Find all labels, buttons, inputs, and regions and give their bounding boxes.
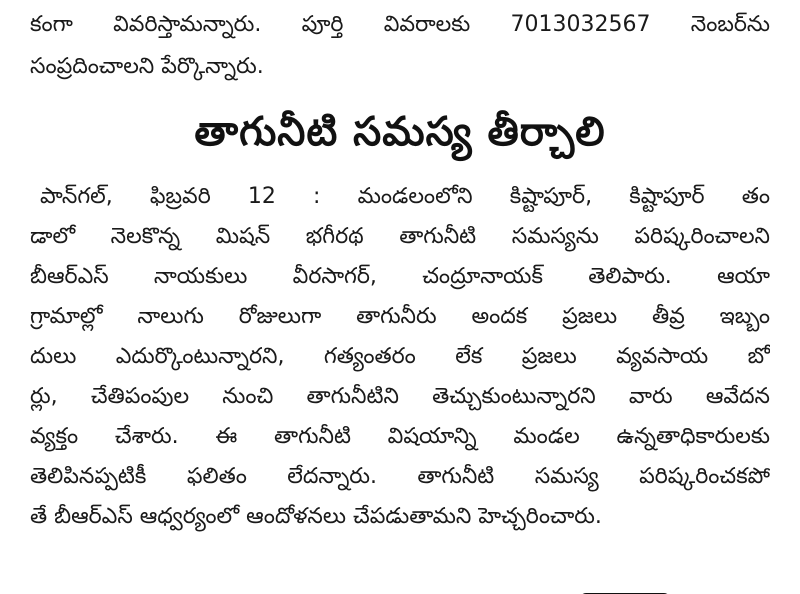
next-headline-fragment: [110, 578, 710, 594]
body-line-6: ర్లు, చేతిపంపుల నుంచి తాగునీటిని తెచ్చుకుంటున్నారని వారు ఆవేదన: [30, 384, 770, 409]
body-line-9: తే బీఆర్ఎస్ ఆధ్వర్యంలో ఆందోళనలు చేపడుతామని హెచ్చరించారు.: [30, 504, 602, 529]
cropped-headline-glyphs: [110, 589, 710, 594]
body-line-4: గ్రామాల్లో నాలుగు రోజులుగా తాగునీరు అందక ప్రజలు తీవ్ర ఇబ్బం: [30, 304, 770, 329]
body-line-7: వ్యక్తం చేశారు. ఈ తాగునీటి విషయాన్ని మండల ఉన్నతాధికారులకు: [30, 424, 770, 449]
article-headline: తాగునీటి సమస్య తీర్చాలి: [194, 109, 606, 155]
body-line-1: పాన్‌గల్, ఫిబ్రవరి 12 : మండలంలోని కిష్టాపూర్, కిష్టాపూర్ తం: [40, 184, 770, 209]
intro-line-1: కంగా వివరిస్తామన్నారు. పూర్తి వివరాలకు 7013032567 నెంబర్‌ను: [30, 12, 770, 37]
body-line-2: డాలో నెలకొన్న మిషన్ భగీరథ తాగునీటి సమస్యను పరిష్కరించాలని: [30, 224, 770, 249]
body-line-5: దులు ఎదుర్కొంటున్నారని, గత్యంతరం లేక ప్రజలు వ్యవసాయ బో: [30, 344, 770, 369]
body-line-3: బీఆర్ఎస్ నాయకులు వీరసాగర్, చంద్రూనాయక్ తెలిపారు. ఆయా: [30, 264, 770, 289]
body-line-8: తెలిపినప్పటికీ ఫలితం లేదన్నారు. తాగునీటి సమస్య పరిష్కరించకపో: [30, 464, 770, 489]
intro-line-2: సంప్రదించాలని పేర్కొన్నారు.: [30, 54, 264, 79]
